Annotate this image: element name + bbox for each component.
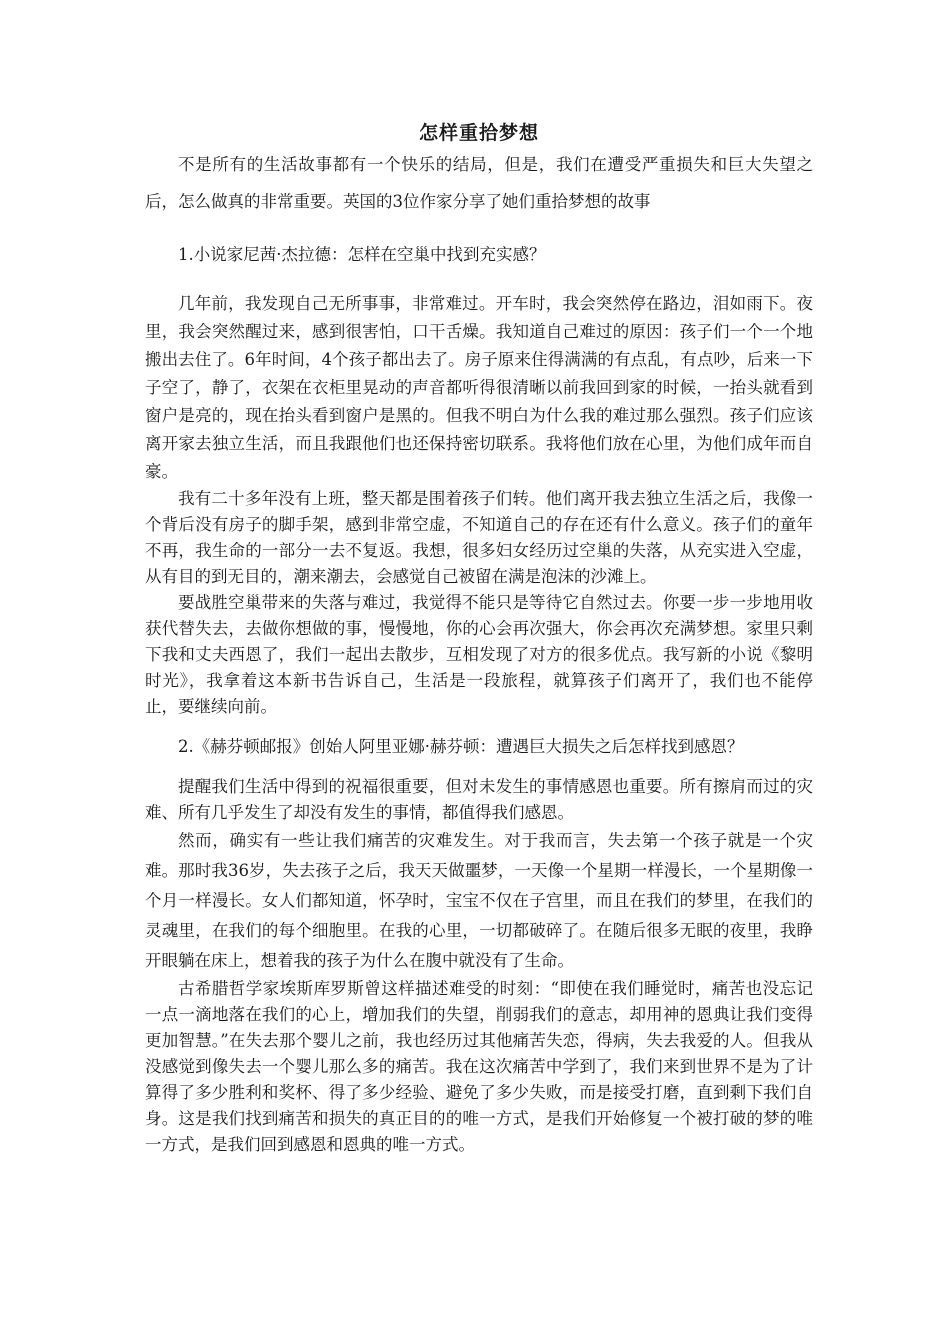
section1-heading: 1.小说家尼茜·杰拉德：怎样在空巢中找到充实感？	[178, 245, 546, 264]
intro-paragraph: 不是所有的生活故事都有一个快乐的结局，但是，我们在遭受严重损失和巨大失望之后，怎么做真的非常重要。英国的3位作家分享了她们重拾梦想的故事	[145, 155, 813, 211]
section2-heading: 2.《赫芬顿邮报》创始人阿里亚娜·赫芬顿：遭遇巨大损失之后怎样找到感恩？	[178, 737, 744, 756]
section1-paragraph-2: 我有二十多年没有上班，整天都是围着孩子们转。他们离开我去独立生活之后，我像一个背后没有房子的脚手架，感到非常空虚，不知道自己的存在还有什么意义。孩子们的童年不再，我生命的一部分一去不复返。我想，很多妇女经历过空巢的失落，从充实进入空虚，从有目的到无目的，潮来潮去，会感觉自己被留在满是泡沫的沙滩上。	[145, 489, 813, 586]
section2-paragraph-2: 然而，确实有一些让我们痛苦的灾难发生。对于我而言，失去第一个孩子就是一个灾难。那时我36岁，失去孩子之后，我天天做噩梦，一天像一个星期一样漫长，一个星期像一个月一样漫长。女人们都知道，怀孕时，宝宝不仅在子宫里，而且在我们的梦里，在我们的灵魂里，在我们的每个细胞里。在我的心里，一切都破碎了。在随后很多无眠的夜里，我睁开眼躺在床上，想着我的孩子为什么在腹中就没有了生命。	[145, 831, 813, 970]
section1-paragraph-1: 几年前，我发现自己无所事事，非常难过。开车时，我会突然停在路边，泪如雨下。夜里，我会突然醒过来，感到很害怕，口干舌燥。我知道自己难过的原因：孩子们一个一个地搬出去住了。6年时间，4个孩子都出去了。房子原来住得满满的有点乱，有点吵，后来一下子空了，静了，衣架在衣柜里晃动的声音都听得很清晰以前我回到家的时候，一抬头就看到窗户是亮的，现在抬头看到窗户是黑的。但我不明白为什么我的难过那么强烈。孩子们应该离开家去独立生活，而且我跟他们也还保持密切联系。我将他们放在心里，为他们成年而自豪。	[145, 294, 813, 481]
section2-paragraph-3: 古希腊哲学家埃斯库罗斯曾这样描述难受的时刻：“即使在我们睡觉时，痛苦也没忘记一点一滴地落在我们的心上，增加我们的失望，削弱我们的意志，却用神的恩典让我们变得更加智慧。”在失去那个婴儿之前，我也经历过其他痛苦失恋，得病，失去我爱的人。但我从没感觉到像失去一个婴儿那么多的痛苦。我在这次痛苦中学到了，我们来到世界不是为了计算得了多少胜利和奖杯、得了多少经验、避免了多少失败，而是接受打磨，直到剩下我们自身。这是我们找到痛苦和损失的真正目的的唯一方式，是我们开始修复一个被打破的梦的唯一方式，是我们回到感恩和恩典的唯一方式。	[145, 979, 813, 1154]
document-title: 怎样重拾梦想	[418, 122, 539, 144]
document-page	[145, 120, 813, 1158]
section1-paragraph-3: 要战胜空巢带来的失落与难过，我觉得不能只是等待它自然过去。你要一步一步地用收获代替失去，去做你想做的事，慢慢地，你的心会再次强大，你会再次充满梦想。家里只剩下我和丈夫西恩了，我们一起出去散步，互相发现了对方的很多优点。我写新的小说《黎明时光》，我拿着这本新书告诉自己，生活是一段旅程，就算孩子们离开了，我们也不能停止，要继续向前。	[145, 593, 813, 716]
section2-paragraph-1: 提醒我们生活中得到的祝福很重要，但对未发生的事情感恩也重要。所有擦肩而过的灾难、所有几乎发生了却没有发生的事情，都值得我们感恩。	[145, 777, 813, 822]
